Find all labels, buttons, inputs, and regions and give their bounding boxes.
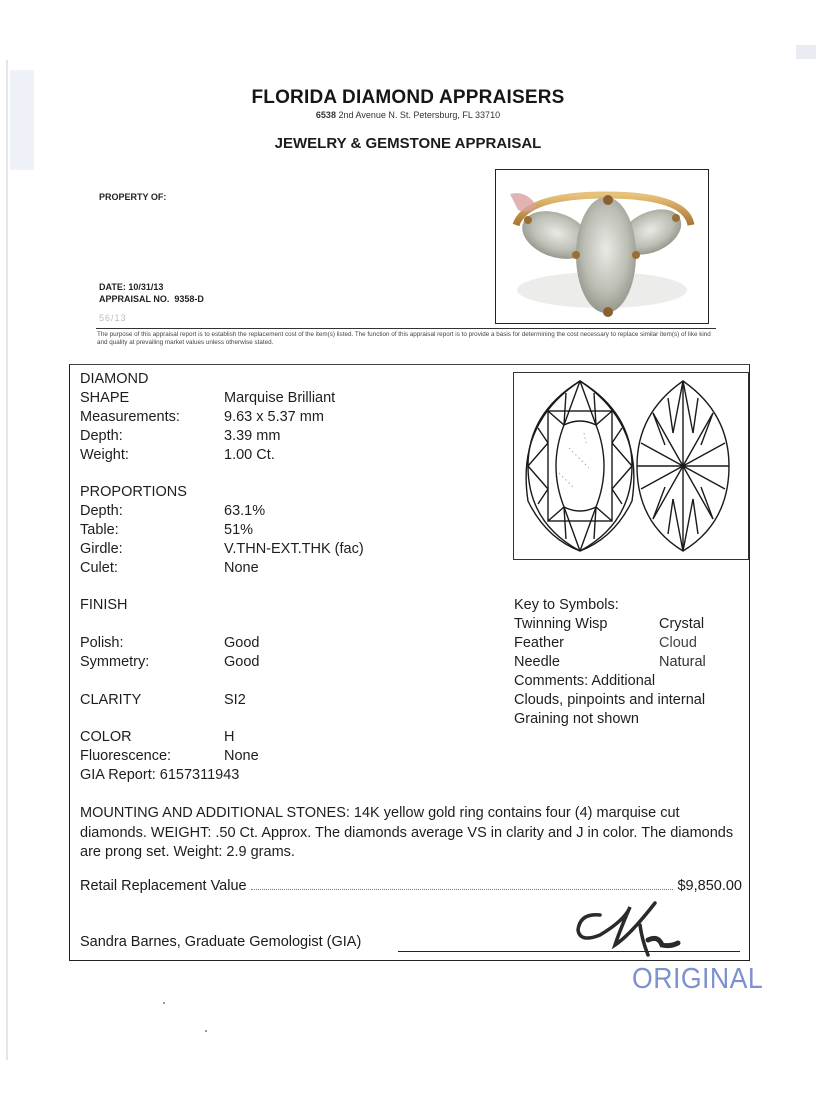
table-label: Table: <box>80 522 119 538</box>
crown-view-diagram <box>526 381 634 551</box>
fluorescence-label: Fluorescence: <box>80 748 172 764</box>
original-stamp: ORIGINAL <box>632 963 764 995</box>
divider <box>96 328 716 329</box>
appraisal-number-value: 9358-D <box>174 294 204 304</box>
leader-dots <box>251 889 674 890</box>
clarity-label: CLARITY <box>80 692 142 708</box>
address-number: 6538 <box>315 110 336 120</box>
diamond-heading: DIAMOND <box>80 371 149 387</box>
scan-speck <box>205 1030 207 1032</box>
date-value: 10/31/13 <box>128 282 164 292</box>
signer-name: Sandra Barnes, Graduate Gemologist (GIA) <box>80 934 362 950</box>
shape-value: Marquise Brilliant <box>224 390 336 406</box>
finish-heading: FINISH <box>80 597 128 613</box>
depth-pct-value: 63.1% <box>224 503 266 519</box>
retail-value-amount: $9,850.00 <box>677 878 742 894</box>
retail-value-label: Retail Replacement Value <box>80 878 247 894</box>
marquise-cut-diagram <box>513 372 749 560</box>
symmetry-label: Symmetry: <box>80 654 150 670</box>
clarity-value: SI2 <box>224 692 246 708</box>
comments-line-3: Graining not shown <box>514 711 639 727</box>
scan-tint <box>10 70 34 170</box>
key-symbol-crystal: Crystal <box>659 616 705 632</box>
date-line <box>99 282 163 292</box>
girdle-value: V.THN-EXT.THK (fac) <box>224 541 364 557</box>
measurements-value: 9.63 x 5.37 mm <box>224 409 324 425</box>
ring-photo-illustration <box>496 170 708 323</box>
color-label: COLOR <box>80 729 132 745</box>
proportions-heading: PROPORTIONS <box>80 484 187 500</box>
handwritten-signature <box>570 895 690 960</box>
appraisal-number-label: APPRAISAL NO. <box>99 294 170 304</box>
weight-label: Weight: <box>80 447 129 463</box>
depth-mm-value: 3.39 mm <box>224 428 281 444</box>
appraisal-number-line <box>99 294 204 304</box>
key-to-symbols-heading: Key to Symbols: <box>514 597 619 613</box>
address-street: 2nd Avenue N. St. Petersburg, FL 33710 <box>338 110 501 120</box>
key-symbol-cloud: Cloud <box>659 635 697 651</box>
fluorescence-value: None <box>224 748 259 764</box>
weight-value: 1.00 Ct. <box>224 447 275 463</box>
pavilion-view-diagram <box>637 381 729 551</box>
table-value: 51% <box>224 522 254 538</box>
key-symbol-feather: Feather <box>514 635 564 651</box>
mounting-description: MOUNTING AND ADDITIONAL STONES: 14K yellow gold ring contains four (4) marquise cut diamonds. WEIGHT: .50 Ct. Approx. The diamonds average VS in clarity and J in color. The diamonds are prong set. Weight: 2.9 grams. <box>80 805 734 860</box>
key-symbol-twinning-wisp: Twinning Wisp <box>514 616 608 632</box>
retail-value-line <box>80 878 742 894</box>
scan-corner-tint <box>796 45 816 59</box>
culet-label: Culet: <box>80 560 118 576</box>
depth-pct-label: Depth: <box>80 503 123 519</box>
company-address <box>0 110 816 120</box>
property-of-label: PROPERTY OF: <box>99 192 167 202</box>
polish-label: Polish: <box>80 635 124 651</box>
depth-mm-label: Depth: <box>80 428 123 444</box>
measurements-label: Measurements: <box>80 409 180 425</box>
scan-speck <box>163 1002 165 1004</box>
comments-line-1: Comments: Additional <box>514 673 656 689</box>
color-value: H <box>224 729 235 745</box>
scan-edge <box>6 60 8 1060</box>
culet-value: None <box>224 560 259 576</box>
comments-line-2: Clouds, pinpoints and internal <box>514 692 706 708</box>
key-symbol-natural: Natural <box>659 654 706 670</box>
document-title: JEWELRY & GEMSTONE APPRAISAL <box>274 135 542 152</box>
gia-report: GIA Report: 6157311943 <box>80 767 240 783</box>
inclusion-marks <box>559 433 589 488</box>
ring-photo <box>495 169 709 324</box>
marquise-plot <box>514 373 748 559</box>
company-name: FLORIDA DIAMOND APPRAISERS <box>251 87 565 108</box>
date-label: DATE: <box>99 282 126 292</box>
shape-label: SHAPE <box>80 390 130 406</box>
purpose-statement: The purpose of this appraisal report is to establish the replacement cost of the item(s) listed. The function of this appraisal report is to provide a basis for determining the cost necessary to replace similar item(s) of like kind and quality at prevailing market values unless otherwise stated. <box>97 331 711 346</box>
symmetry-value: Good <box>224 654 260 670</box>
polish-value: Good <box>224 635 260 651</box>
key-symbol-needle: Needle <box>514 654 560 670</box>
girdle-label: Girdle: <box>80 541 123 557</box>
handwritten-note: 56/13 <box>99 313 127 323</box>
